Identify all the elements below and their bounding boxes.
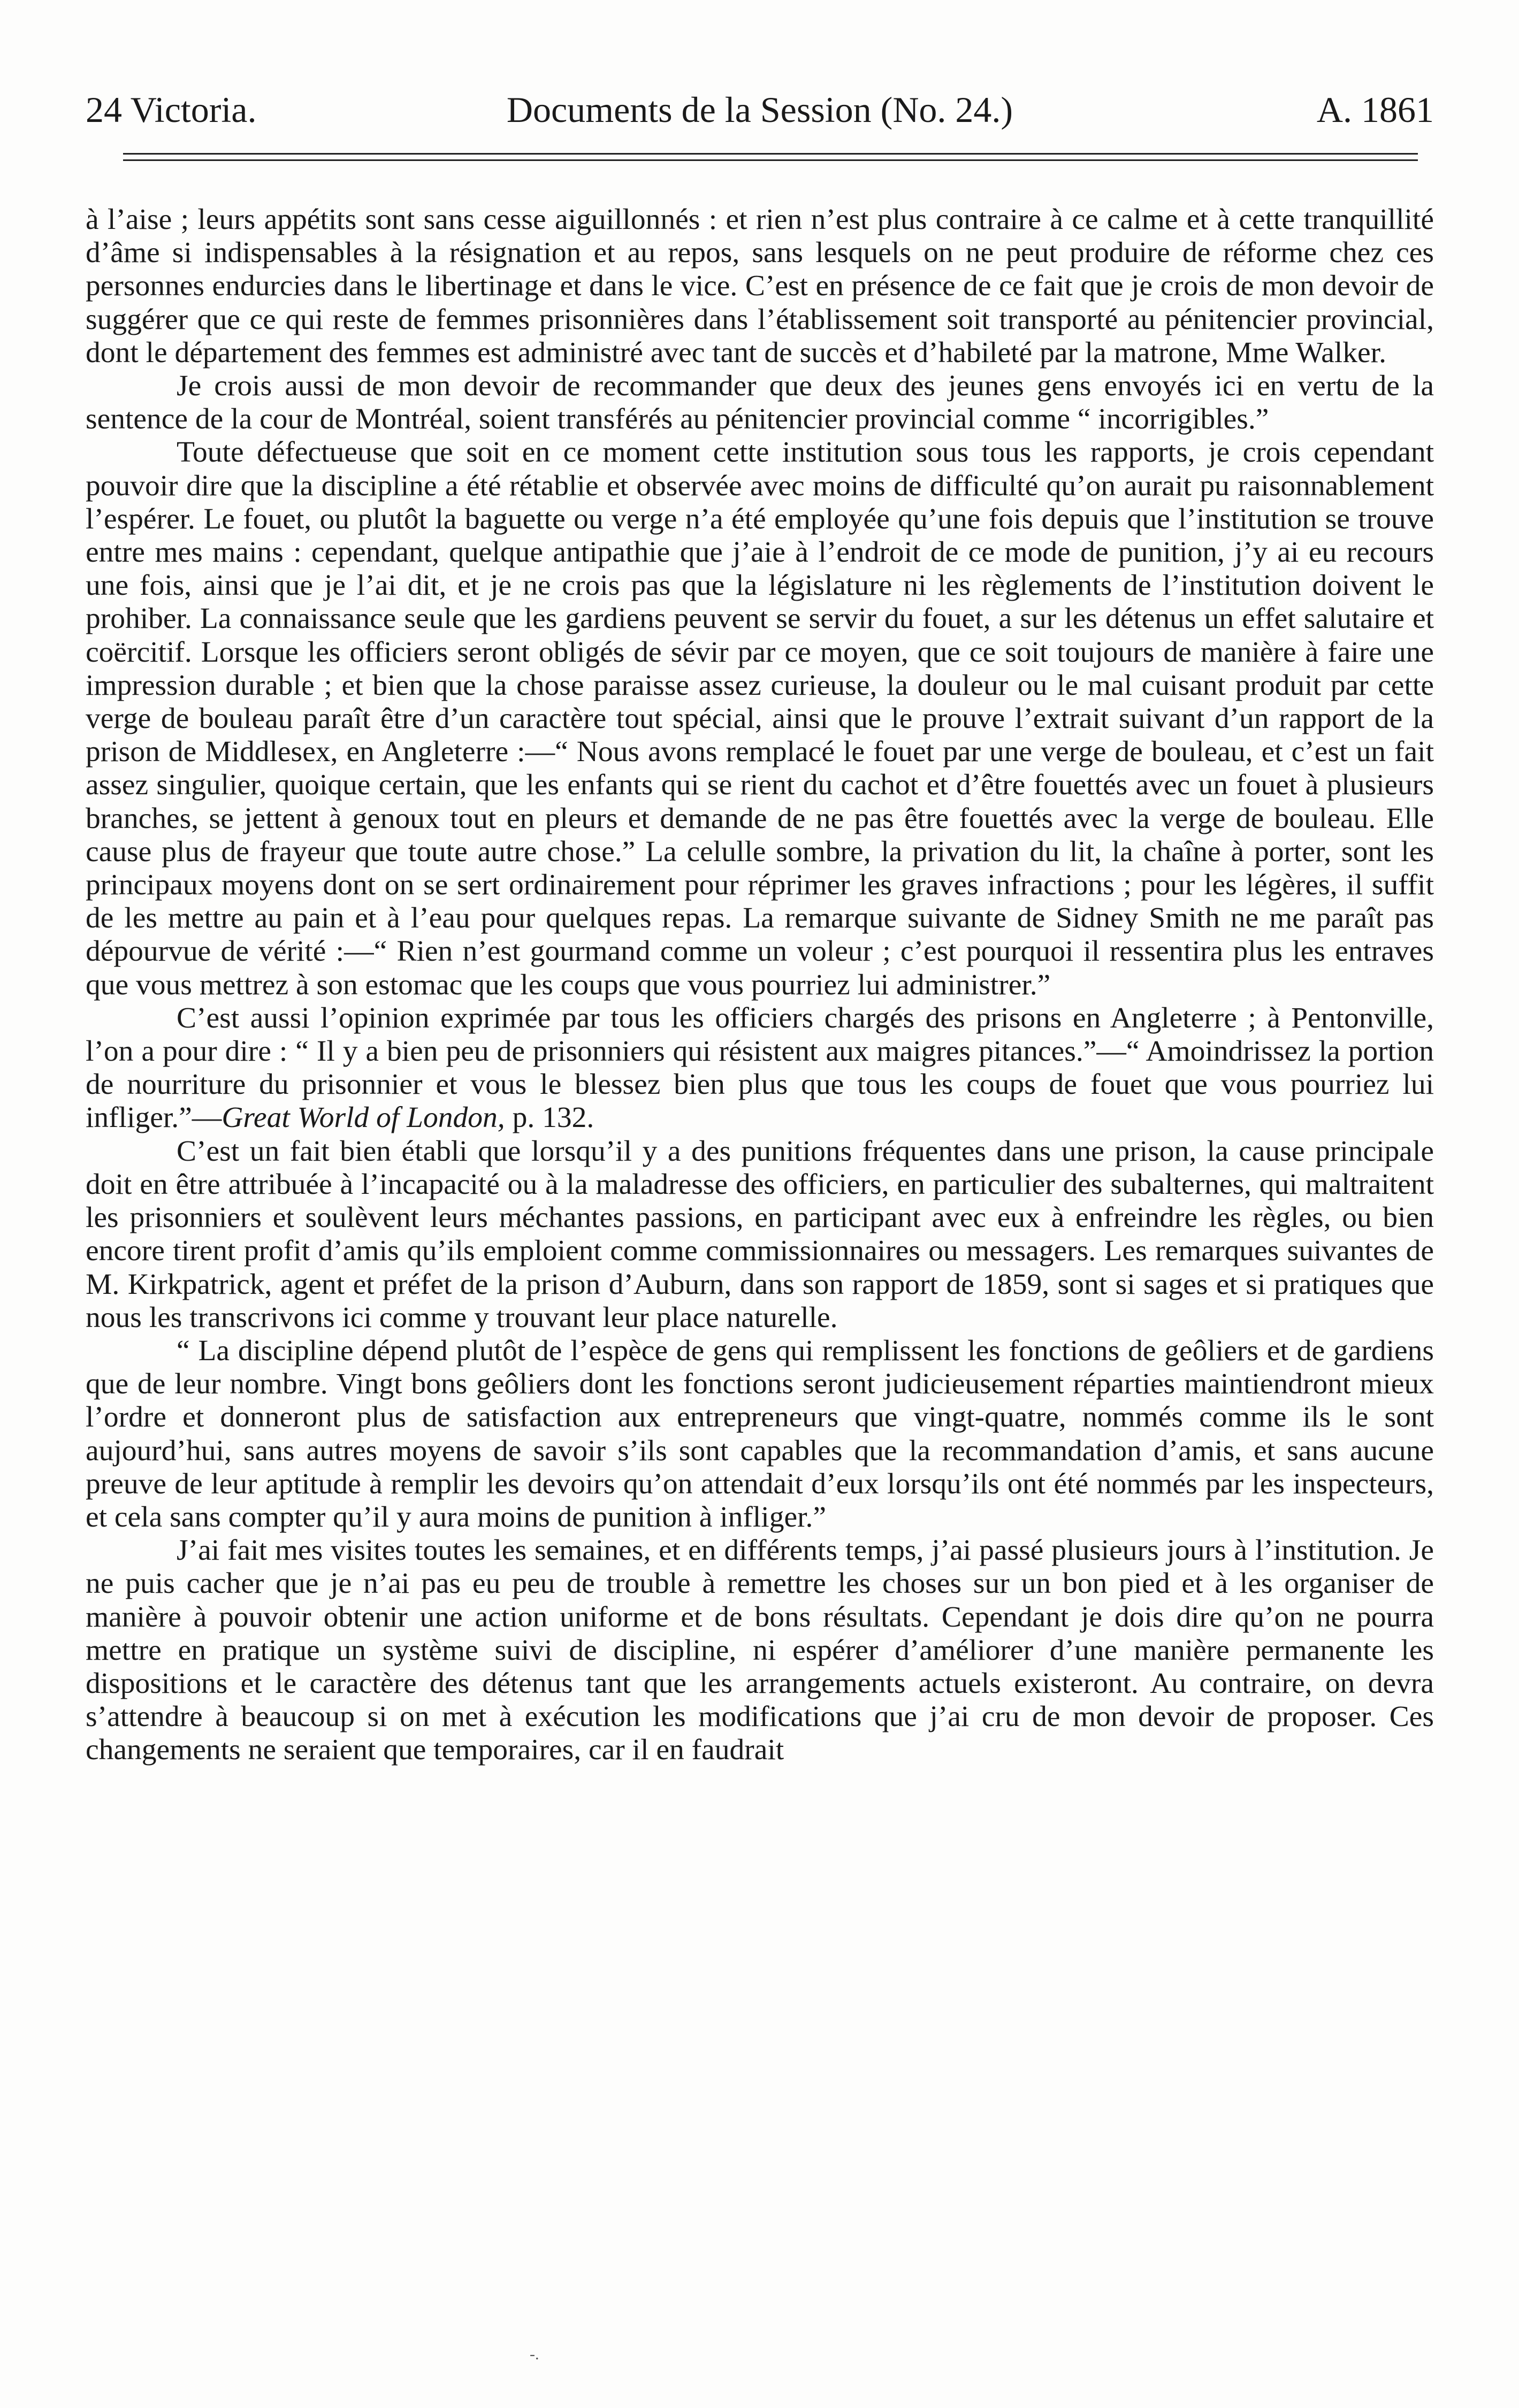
citation-page: p. 132. [505,1101,594,1134]
paragraph-citation [86,1002,1434,1135]
paragraph-quotation: “ La discipline dépend plutôt de l’espèce de gens qui remplissent les fonctions de geôliers et de gardiens que de leur nombre. Vingt bons geôliers dont les fonctions seront judicieusement réparties maintiendront mieux l’ordre et donneront plus de satisfaction aux entrepreneurs que vingt-quatre, nommés comme ils le sont aujourd’hui, sans autres moyens de savoir s’ils sont capables que la recommandation d’amis, et sans aucune preuve de leur aptitude à remplir les devoirs qu’on attendait d’eux lorsqu’ils ont été nommés par les inspecteurs, et cela sans compter qu’il y aura moins de punition à infliger.” [86,1334,1434,1533]
header-title: Documents de la Session (No. 24.) [506,89,1013,130]
header-rule-bottom [123,159,1418,161]
paragraph: C’est un fait bien établi que lorsqu’il y a des punitions fréquentes dans une prison, la cause principale doit en être attribuée à l’incapacité ou à la maladresse des officiers, en particulier des subalternes, qui maltraitent les prisonniers et soulèvent leurs méchantes passions, en participant avec eux à enfreindre les règles, ou bien encore tirent profit d’amis qu’ils emploient comme commissionnaires ou messagers. Les remarques suivantes de M. Kirkpatrick, agent et préfet de la prison d’Auburn, dans son rapport de 1859, sont si sages et si pratiques que nous les transcrivons ici comme y trouvant leur place naturelle. [86,1134,1434,1334]
paragraph: J’ai fait mes visites toutes les semaines, et en différents temps, j’ai passé plusieurs jours à l’institution. Je ne puis cacher que je n’ai pas eu peu de trouble à remettre les choses sur un bon pied et à les organiser de manière à pouvoir obtenir une action uniforme et de bons résultats. Cependant je dois dire qu’on ne pourra mettre en pratique un système suivi de discipline, ni espérer d’améliorer d’une manière permanente les dispositions et le caractère des détenus tant que les arrangements actuels existeront. Au contraire, on devra s’attendre à beaucoup si on met à exécution les modifications que j’ai cru de mon devoir de proposer. Ces changements ne seraient que temporaires, car il en faudrait [86,1534,1434,1767]
footer-mark: -. [530,2345,539,2363]
quote-text: C’est aussi l’opinion exprimée par tous les officiers chargés des prisons en Angleterre ; à Pentonville, l’on a pour dire : “ Il y a bien peu de prisonniers qui résistent aux maigres pitances.”—“ Amoindrissez la portion de nourriture du prisonnier et vous le blessez bien plus que tous les coups de fouet que vous pourriez lui infliger.”— [86,1001,1434,1134]
page-header [86,80,1434,139]
header-rule-top [123,153,1418,155]
paragraph: Je crois aussi de mon devoir de recommander que deux des jeunes gens envoyés ici en vertu de la sentence de la cour de Montréal, soient transférés au pénitencier provincial comme “ incorrigibles.” [86,370,1434,436]
header-session: A. 1861 [1316,89,1434,130]
body-text [86,203,1434,1767]
header-year: 24 Victoria. [86,89,257,130]
paragraph: à l’aise ; leurs appétits sont sans cesse aiguillonnés : et rien n’est plus contraire à ce calme et à cette tranquillité d’âme si indispensables à la résignation et au repos, sans lesquels on ne peut produire de réforme chez ces personnes endurcies dans le libertinage et dans le vice. C’est en présence de ce fait que je crois de mon devoir de suggérer que ce qui reste de femmes prisonnières dans l’établissement soit transporté au pénitencier provincial, dont le département des femmes est administré avec tant de succès et d’habileté par la matrone, Mme Walker. [86,203,1434,369]
paragraph: Toute défectueuse que soit en ce moment cette institution sous tous les rapports, je crois cependant pouvoir dire que la discipline a été rétablie et observée avec moins de difficulté qu’on aurait pu raisonnablement l’espérer. Le fouet, ou plutôt la baguette ou verge n’a été employée qu’une fois depuis que l’institution se trouve entre mes mains : cependant, quelque antipathie que j’aie à l’endroit de ce mode de punition, j’y ai eu recours une fois, ainsi que je l’ai dit, et je ne crois pas que la législature ni les règlements de l’institution doivent le prohiber. La connaissance seule que les gardiens peuvent se servir du fouet, a sur les détenus un effet salutaire et coërcitif. Lorsque les officiers seront obligés de sévir par ce moyen, que ce soit toujours de manière à faire une impression durable ; et bien que la chose paraisse assez curieuse, la douleur ou le mal cuisant produit par cette verge de bouleau paraît être d’un caractère tout spécial, ainsi que le prouve l’extrait suivant d’un rapport de la prison de Middlesex, en Angleterre :—“ Nous avons remplacé le fouet par une verge de bouleau, et c’est un fait assez singulier, quoique certain, que les enfants qui se rient du cachot et d’être fouettés avec un fouet à plusieurs branches, se jettent à genoux tout en pleurs et demande de ne pas être fouettés avec la verge de bouleau. Elle cause plus de frayeur que toute autre chose.” La celulle sombre, la privation du lit, la chaîne à porter, sont les principaux moyens dont on se sert ordinairement pour réprimer les graves infractions ; pour les légères, il suffit de les mettre au pain et à l’eau pour quelques repas. La remarque suivante de Sidney Smith ne me paraît pas dépourvue de vérité :—“ Rien n’est gourmand comme un voleur ; c’est pourquoi il ressentira plus les entraves que vous mettrez à son estomac que les coups que vous pourriez lui administrer.” [86,436,1434,1001]
citation-source: Great World of London, [222,1101,505,1134]
